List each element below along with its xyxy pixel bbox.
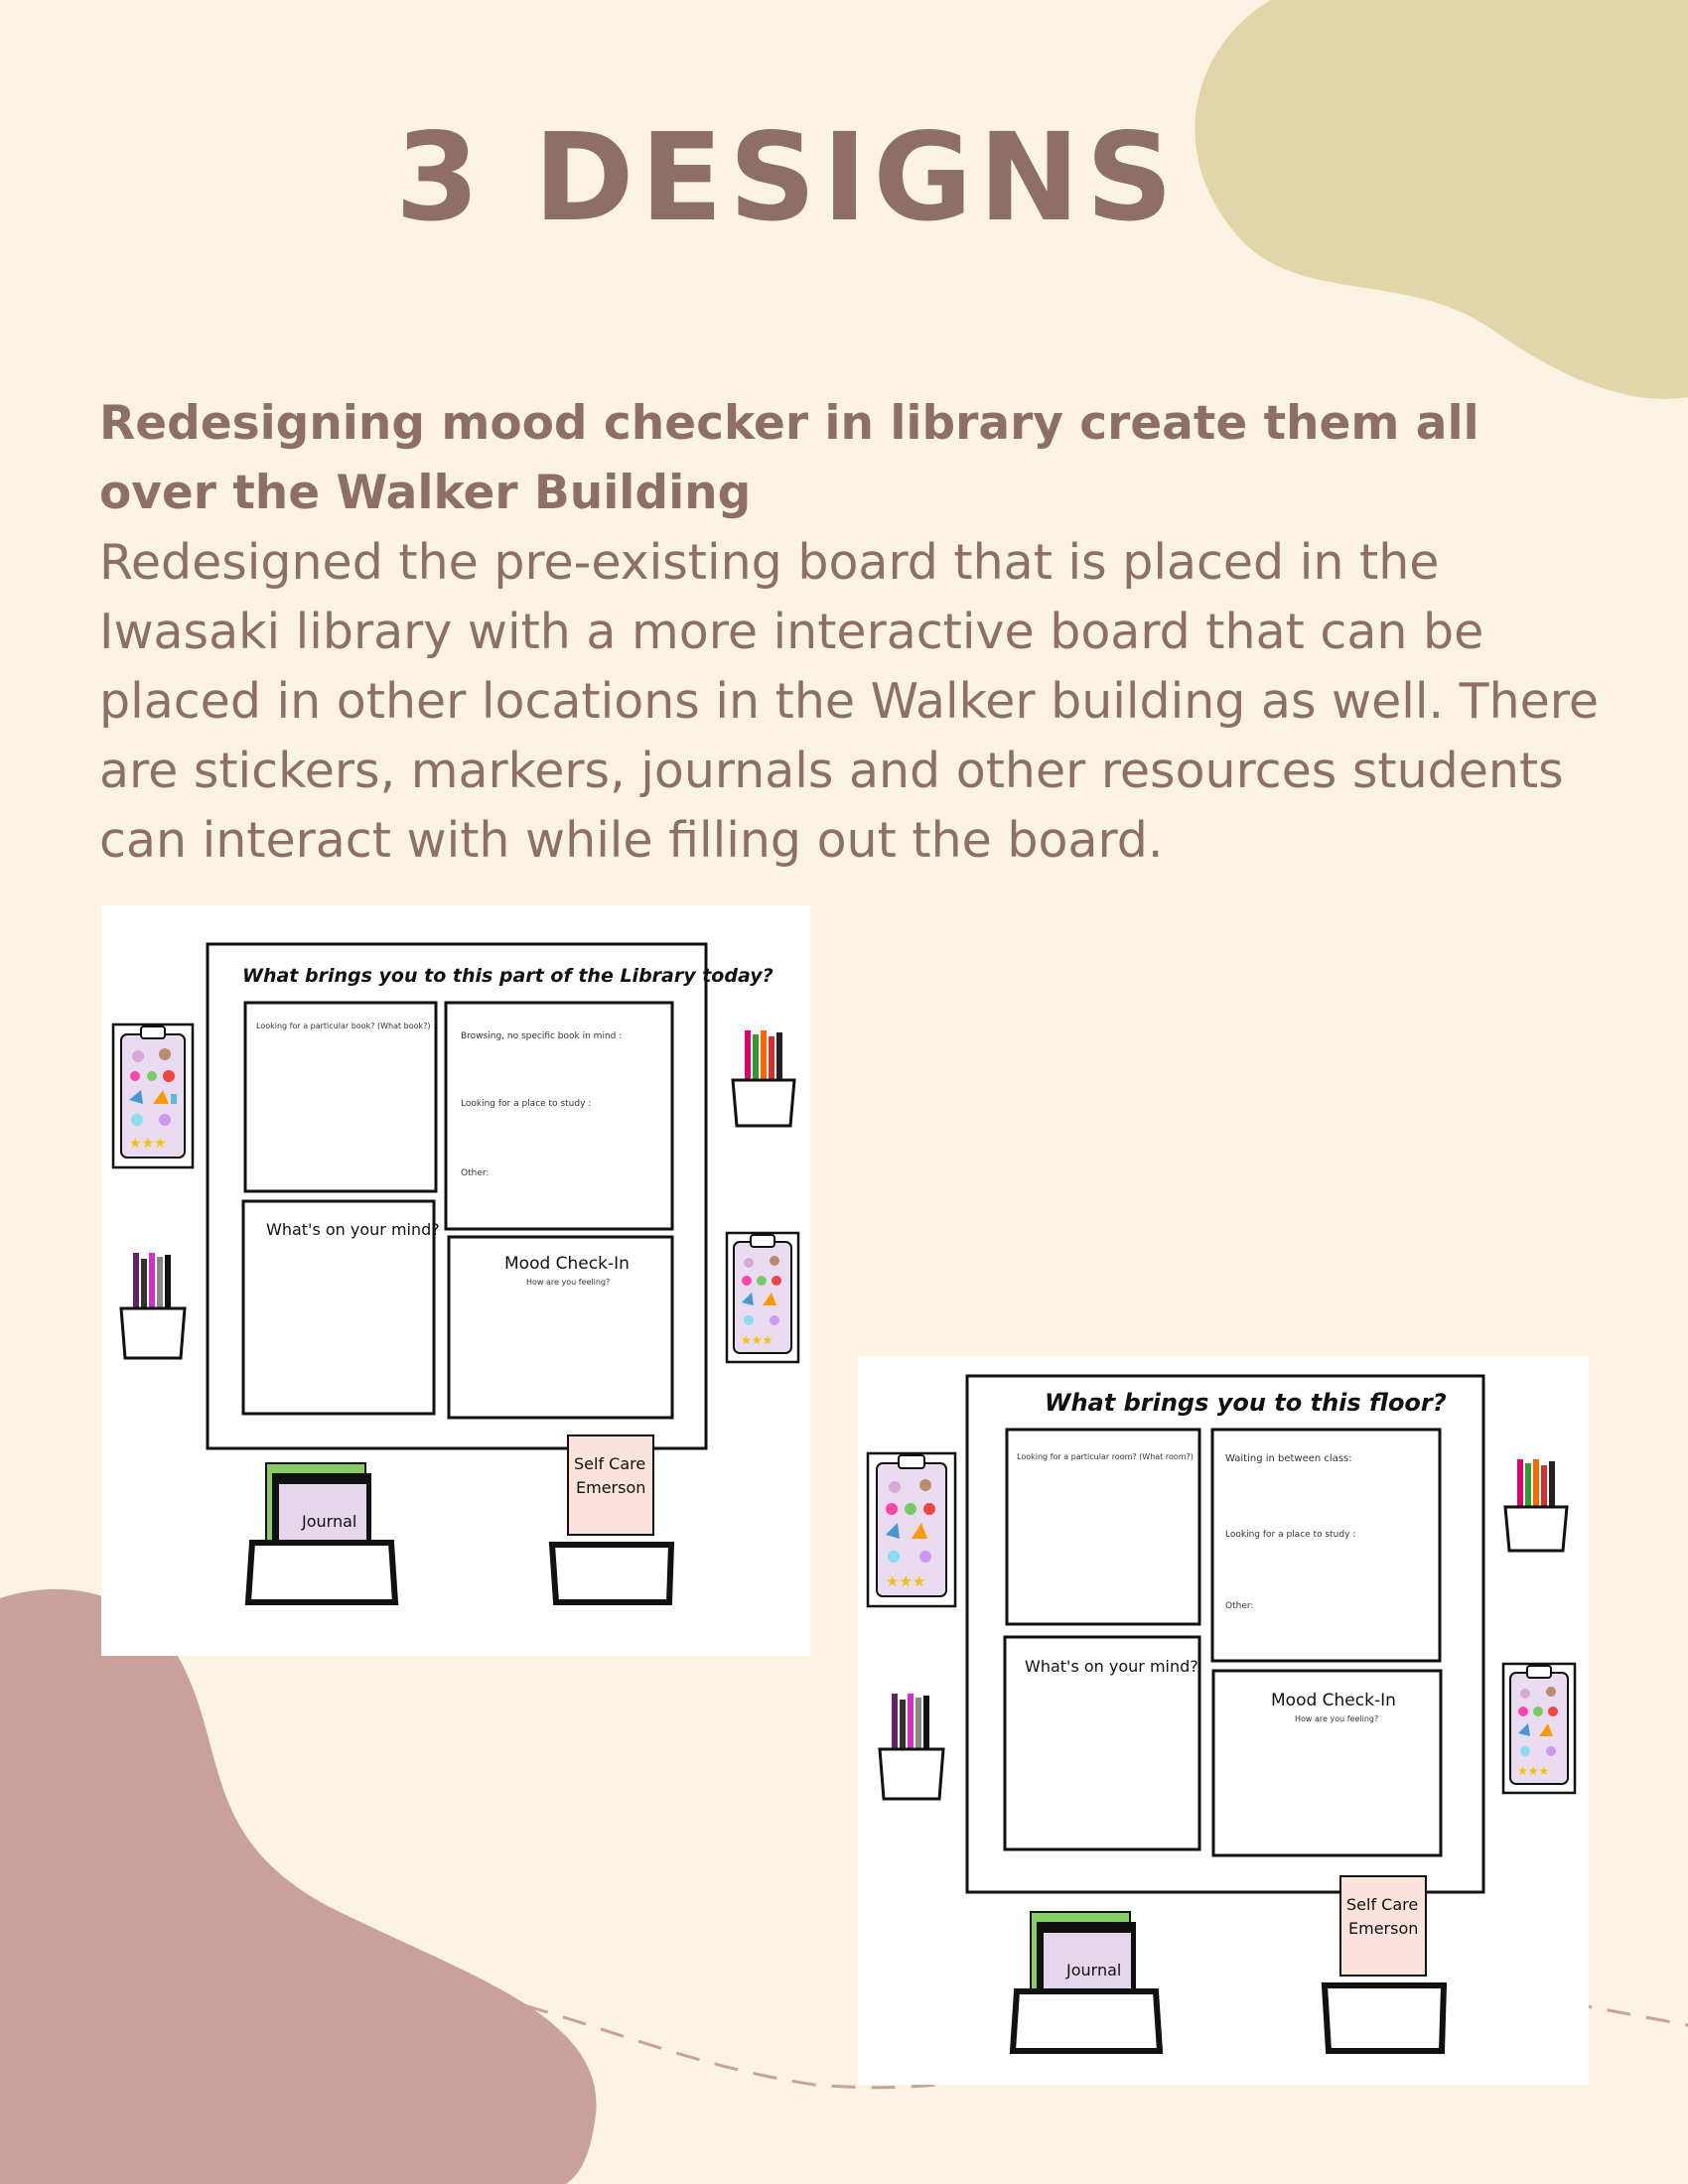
svg-text:★★★: ★★★ (886, 1572, 926, 1590)
design-2-journal-label: Journal (1066, 1961, 1122, 1979)
design-2-option-3: Other: (1225, 1601, 1254, 1611)
sticker-sheet-icon (868, 1453, 955, 1606)
svg-text:★★★: ★★★ (1517, 1764, 1550, 1778)
design-1-heading: What brings you to this part of the Library today? (242, 965, 774, 987)
self-care-box-icon (552, 1435, 671, 1602)
design-2-mood-subtitle: How are you feeling? (1295, 1714, 1379, 1723)
journal-box-icon (1013, 1912, 1160, 2051)
design-1-option-1: Browsing, no specific book in mind : (461, 1031, 623, 1041)
design-2-selfcare-line-1: Self Care (1346, 1895, 1419, 1914)
design-2-option-1: Waiting in between class: (1225, 1453, 1352, 1464)
design-1-mood-title: Mood Check-In (504, 1254, 630, 1274)
svg-text:★★★: ★★★ (741, 1333, 774, 1347)
page-body-text: Redesigned the pre-existing board that is placed in the Iwasaki library with a more interactive board that can be placed in other locations in the Walker building as well. There are stickers, markers, journals and other resources students can interact with while filling out the board. (99, 534, 1600, 869)
sticker-sheet-icon (727, 1233, 798, 1362)
marker-cup-icon (1505, 1459, 1567, 1551)
design-2-selfcare-line-2: Emerson (1348, 1919, 1419, 1938)
design-1-selfcare-line-2: Emerson (576, 1478, 646, 1497)
design-1-mind-label: What's on your mind? (266, 1220, 440, 1239)
design-2-box-label: Looking for a particular room? (What room?) (1017, 1452, 1194, 1461)
design-2-option-2: Looking for a place to study : (1225, 1530, 1356, 1540)
sticker-sheet-icon (113, 1024, 193, 1167)
design-1-image (101, 905, 810, 1656)
design-2-heading: What brings you to this floor? (1045, 1389, 1447, 1417)
marker-cup-icon (733, 1030, 794, 1126)
design-1-selfcare-line-1: Self Care (574, 1454, 646, 1473)
design-2-mood-title: Mood Check-In (1271, 1691, 1396, 1710)
design-2-image (858, 1356, 1589, 2085)
page-subtitle: Redesigning mood checker in library create them all over the Walker Building (99, 396, 1479, 520)
journal-box-icon (248, 1463, 395, 1602)
marker-cup-icon (880, 1694, 943, 1799)
svg-text:★★★: ★★★ (129, 1136, 167, 1152)
design-1-option-2: Looking for a place to study : (461, 1099, 592, 1109)
design-1-mood-subtitle: How are you feeling? (526, 1278, 611, 1287)
self-care-box-icon (1325, 1876, 1444, 2051)
page-title: 3 DESIGNS (395, 107, 1180, 248)
design-1-board (101, 905, 810, 1656)
design-1-journal-label: Journal (302, 1512, 357, 1531)
blob-top-right (1142, 0, 1688, 417)
sticker-sheet-icon (1503, 1664, 1575, 1793)
design-1-box-label: Looking for a particular book? (What book?) (256, 1022, 431, 1030)
design-2-board (858, 1356, 1589, 2085)
design-2-mind-label: What's on your mind? (1025, 1657, 1198, 1676)
marker-cup-icon (121, 1253, 185, 1358)
design-1-option-3: Other: (461, 1168, 490, 1178)
